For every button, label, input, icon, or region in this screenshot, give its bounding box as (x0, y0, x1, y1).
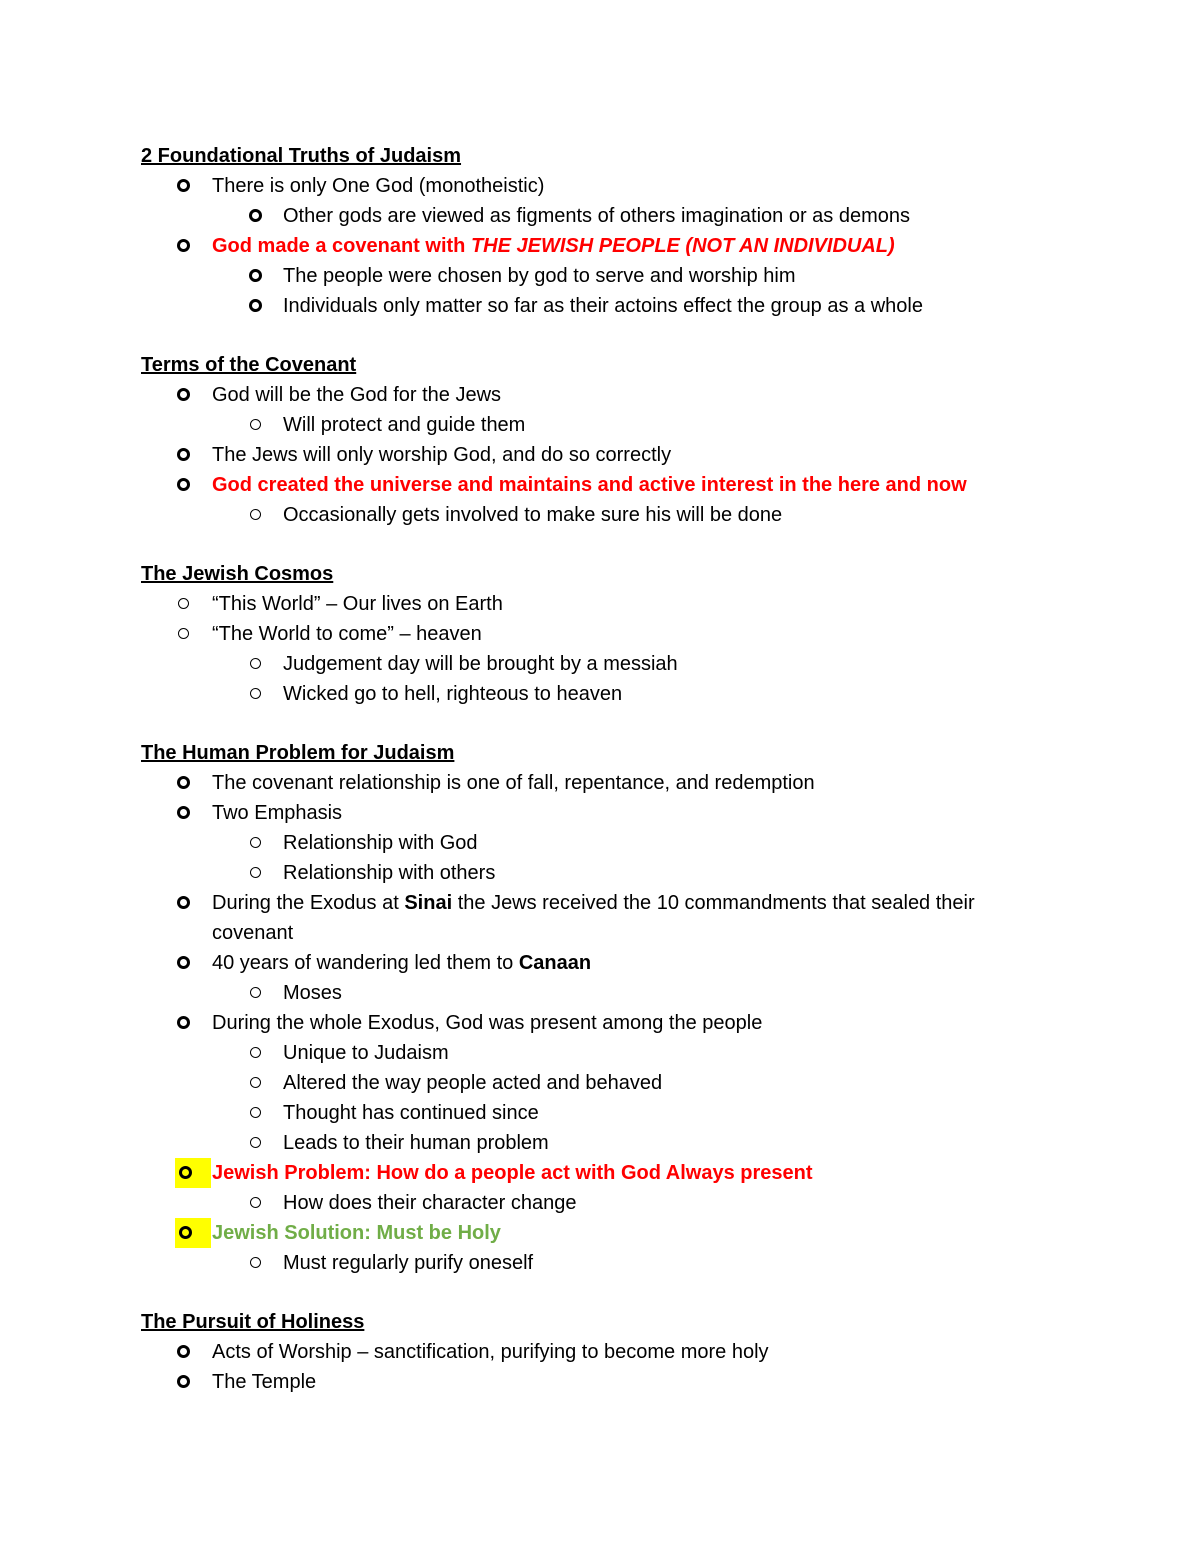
list-item: Individuals only matter so far as their actoins effect the group as a whole (141, 291, 1061, 321)
bullet-icon (171, 589, 195, 619)
list-item: Judgement day will be brought by a messiah (141, 649, 1061, 679)
bullet-icon (171, 171, 195, 201)
list-item: The Jews will only worship God, and do so correctly (141, 440, 1061, 470)
bullet-icon (243, 1068, 267, 1098)
bullet-icon (171, 768, 195, 798)
list-item: 40 years of wandering led them to Canaan (141, 948, 1061, 978)
bullet-icon (243, 978, 267, 1008)
list-item: Moses (141, 978, 1061, 1008)
bullet-icon (243, 679, 267, 709)
list-item: The covenant relationship is one of fall, repentance, and redemption (141, 768, 1061, 798)
document-content (141, 141, 1061, 1397)
bullet-icon (243, 858, 267, 888)
list-item: Relationship with God (141, 828, 1061, 858)
section-heading: 2 Foundational Truths of Judaism (141, 145, 462, 167)
bullet-icon (243, 828, 267, 858)
section-heading: The Pursuit of Holiness (141, 1311, 365, 1333)
list-item: God made a covenant with THE JEWISH PEOPLE (NOT AN INDIVIDUAL) (141, 231, 1061, 261)
section-heading: Terms of the Covenant (141, 354, 357, 376)
list-item: God will be the God for the Jews (141, 380, 1061, 410)
list-item: God created the universe and maintains and active interest in the here and now (141, 470, 1061, 500)
bullet-icon (175, 1218, 211, 1248)
list-item: There is only One God (monotheistic) (141, 171, 1061, 201)
bullet-icon (243, 291, 267, 321)
list-item: “The World to come” – heaven (141, 619, 1061, 649)
bullet-icon (171, 1337, 195, 1367)
bullet-icon (175, 1158, 211, 1188)
bullet-icon (243, 1248, 267, 1278)
list-item: Altered the way people acted and behaved (141, 1068, 1061, 1098)
bullet-icon (171, 231, 195, 261)
bullet-icon (171, 888, 195, 918)
list-item: Will protect and guide them (141, 410, 1061, 440)
list-item: Two Emphasis (141, 798, 1061, 828)
list-item: During the whole Exodus, God was present among the people (141, 1008, 1061, 1038)
list-item: The Temple (141, 1367, 1061, 1397)
list-item-highlighted: Jewish Problem: How do a people act with God Always present (141, 1158, 1061, 1188)
list-item: Acts of Worship – sanctification, purifying to become more holy (141, 1337, 1061, 1367)
list-item: Occasionally gets involved to make sure his will be done (141, 500, 1061, 530)
section-heading: The Human Problem for Judaism (141, 742, 455, 764)
bullet-icon (243, 1098, 267, 1128)
list-item: Thought has continued since (141, 1098, 1061, 1128)
bullet-icon (243, 500, 267, 530)
bullet-icon (243, 201, 267, 231)
bullet-icon (243, 649, 267, 679)
bullet-icon (243, 261, 267, 291)
list-item: The people were chosen by god to serve and worship him (141, 261, 1061, 291)
section-heading: The Jewish Cosmos (141, 563, 334, 585)
bullet-icon (171, 1008, 195, 1038)
list-item: Other gods are viewed as figments of others imagination or as demons (141, 201, 1061, 231)
list-item: Wicked go to hell, righteous to heaven (141, 679, 1061, 709)
bullet-icon (243, 1188, 267, 1218)
list-item-continuation: covenant (212, 922, 294, 944)
bullet-icon (243, 410, 267, 440)
bullet-icon (243, 1038, 267, 1068)
list-item-highlighted: Jewish Solution: Must be Holy (141, 1218, 1061, 1248)
bullet-icon (171, 948, 195, 978)
bullet-icon (171, 619, 195, 649)
bullet-icon (171, 798, 195, 828)
bullet-icon (243, 1128, 267, 1158)
bullet-icon (171, 380, 195, 410)
list-item: How does their character change (141, 1188, 1061, 1218)
list-item: Relationship with others (141, 858, 1061, 888)
bullet-icon (171, 470, 195, 500)
bullet-icon (171, 440, 195, 470)
list-item: “This World” – Our lives on Earth (141, 589, 1061, 619)
list-item: Leads to their human problem (141, 1128, 1061, 1158)
list-item: During the Exodus at Sinai the Jews received the 10 commandments that sealed their (141, 888, 1061, 918)
list-item: Must regularly purify oneself (141, 1248, 1061, 1278)
bullet-icon (171, 1367, 195, 1397)
list-item: Unique to Judaism (141, 1038, 1061, 1068)
